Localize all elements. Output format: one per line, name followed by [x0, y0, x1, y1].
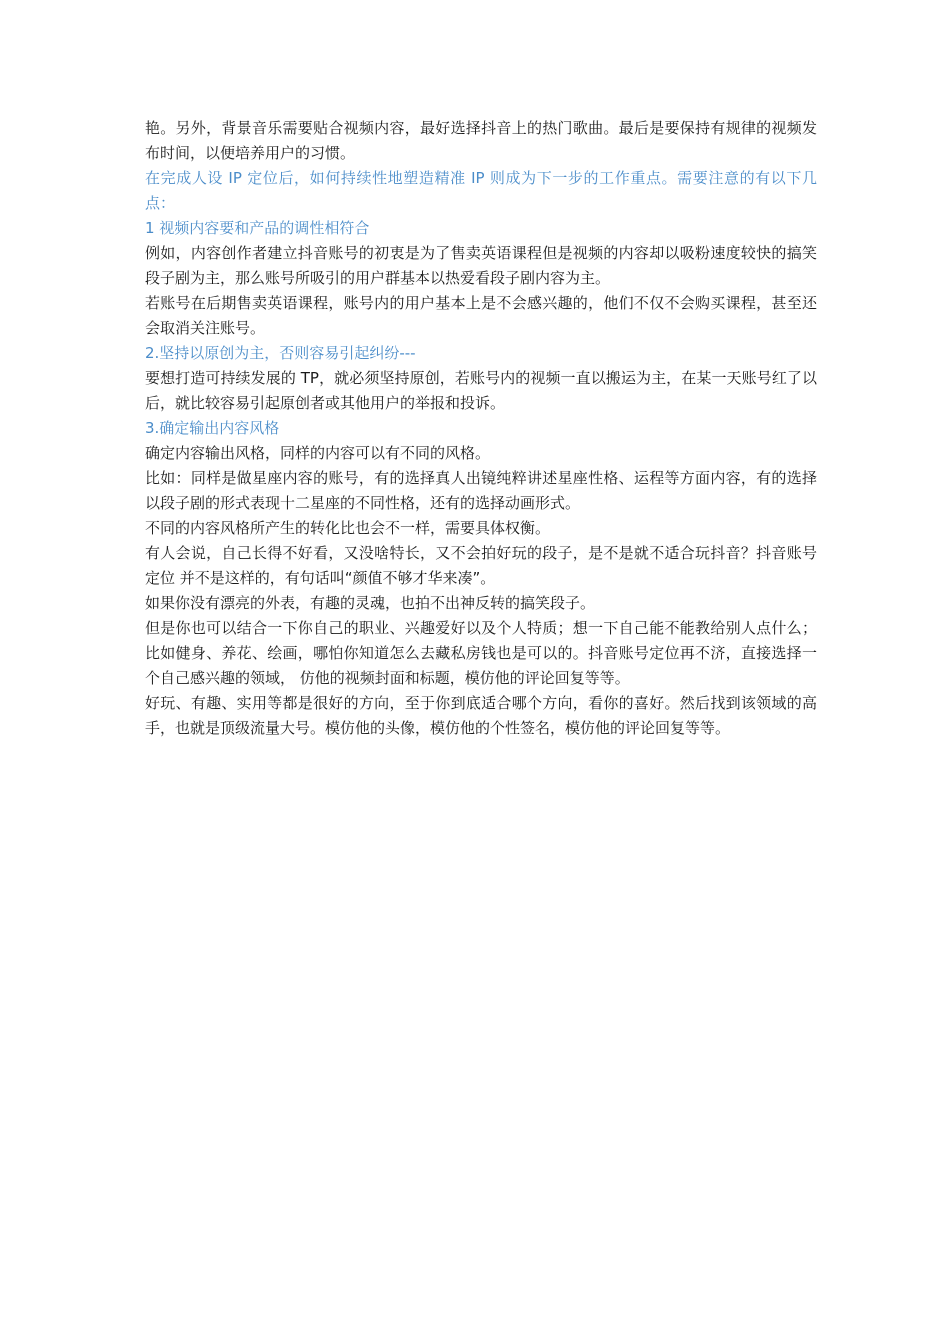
paragraph-intro-tail: 艳。另外，背景音乐需要贴合视频内容，最好选择抖音上的热门歌曲。最后是要保持有规律的视频发布时间，以便培养用户的习惯。 [145, 119, 817, 162]
paragraph-not-good-looking: 有人会说，自己长得不好看，又没啥特长，又不会拍好玩的段子，是不是就不适合玩抖音？抖音账号定位 并不是这样的，有句话叫“颜值不够才华来凑”。 [145, 544, 817, 587]
document-body [145, 116, 817, 741]
paragraph-directions: 好玩、有趣、实用等都是很好的方向，至于你到底适合哪个方向，看你的喜好。然后找到该领域的高手，也就是顶级流量大号。模仿他的头像，模仿他的个性签名，模仿他的评论回复等等。 [145, 694, 817, 737]
paragraph-point-3-style: 确定内容输出风格，同样的内容可以有不同的风格。 [145, 444, 491, 462]
paragraph-point-1-example: 例如，内容创作者建立抖音账号的初衷是为了售卖英语课程但是视频的内容却以吸粉速度较快的搞笑段子剧为主，那么账号所吸引的用户群基本以热爱看段子剧内容为主。 [145, 244, 817, 287]
heading-ip-shaping: 在完成人设 IP 定位后，如何持续性地塑造精准 IP 则成为下一步的工作重点。需要注意的有以下几点： [145, 169, 817, 212]
heading-point-2: 2.坚持以原创为主，否则容易引起纠纷--- [145, 344, 416, 362]
heading-point-3: 3.确定输出内容风格 [145, 419, 280, 437]
paragraph-point-3-example: 比如：同样是做星座内容的账号，有的选择真人出镜纯粹讲述星座性格、运程等方面内容，有的选择以段子剧的形式表现十二星座的不同性格，还有的选择动画形式。 [145, 469, 817, 512]
heading-point-1: 1 视频内容要和产品的调性相符合 [145, 219, 370, 237]
paragraph-no-looks: 如果你没有漂亮的外表，有趣的灵魂，也拍不出神反转的搞笑段子。 [145, 594, 596, 612]
paragraph-combine-traits: 但是你也可以结合一下你自己的职业、兴趣爱好以及个人特质；想一下自己能不能教给别人点什么；比如健身、养花、绘画，哪怕你知道怎么去藏私房钱也是可以的。抖音账号定位再不济，直接选择一个自己感兴趣的领域， 仿他的视频封面和标题，模仿他的评论回复等等。 [145, 619, 817, 687]
paragraph-conversion: 不同的内容风格所产生的转化比也会不一样，需要具体权衡。 [145, 519, 551, 537]
paragraph-point-1-consequence: 若账号在后期售卖英语课程，账号内的用户基本上是不会感兴趣的，他们不仅不会购买课程，甚至还会取消关注账号。 [145, 294, 817, 337]
paragraph-point-2-originality: 要想打造可持续发展的 TP，就必须坚持原创，若账号内的视频一直以搬运为主，在某一天账号红了以后，就比较容易引起原创者或其他用户的举报和投诉。 [145, 369, 817, 412]
